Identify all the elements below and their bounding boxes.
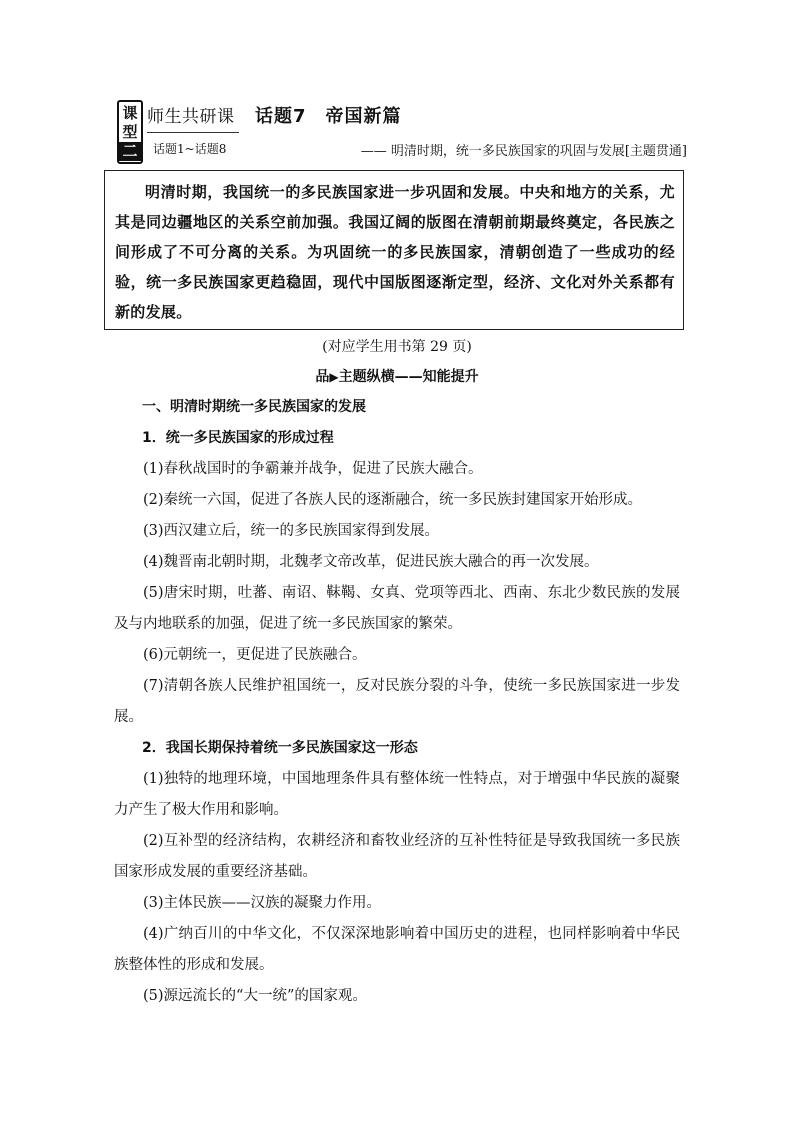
intro-box [104, 170, 684, 330]
content-paragraph: (1)独特的地理环境，中国地理条件具有整体统一性特点，对于增强中华民族的凝聚力产生了极大作用和影响。 [114, 771, 680, 818]
lesson-header [117, 100, 687, 162]
triangle-icon: ▶ [329, 370, 339, 384]
badge-char-1: 课 [122, 103, 138, 122]
content-heading: 一、明清时期统一多民族国家的发展 [142, 399, 366, 415]
badge-char-2: 型 [122, 122, 138, 141]
intro-text: 明清时期，我国统一的多民族国家进一步巩固和发展。中央和地方的关系，尤其是同边疆地区的关系空前加强。我国辽阔的版图在清朝前期最终奠定，各民族之间形成了不可分离的关系。为巩固统一的多民族国家，清朝创造了一些成功的经验，统一多民族国家更趋稳固，现代中国版图逐渐定型，经济、文化对外关系都有新的发展。 [115, 183, 675, 321]
content-paragraph: (3)西汉建立后，统一的多民族国家得到发展。 [143, 523, 440, 539]
badge-char-3: 二 [119, 142, 141, 161]
page-reference: (对应学生用书第 29 页) [322, 339, 472, 355]
content-paragraph: (7)清朝各族人民维护祖国统一，反对民族分裂的斗争，使统一多民族国家进一步发展。 [114, 678, 680, 725]
content-subheading: 1．统一多民族国家的形成过程 [142, 430, 334, 446]
topic-title: 话题7 帝国新篇 [255, 106, 402, 127]
content-paragraph: (4)广纳百川的中华文化，不仅深深地影响着中国历史的进程，也同样影响着中华民族整体性的形成和发展。 [114, 926, 680, 973]
section-heading [0, 366, 794, 386]
content-paragraph: (5)唐宋时期，吐蕃、南诏、靺鞨、女真、党项等西北、西南、东北少数民族的发展及与内地联系的加强，促进了统一多民族国家的繁荣。 [114, 585, 680, 632]
content-paragraph: (1)春秋战国时的争霸兼并战争，促进了民族大融合。 [143, 461, 483, 477]
content-subheading: 2．我国长期保持着统一多民族国家这一形态 [142, 740, 418, 756]
content-paragraph: (6)元朝统一，更促进了民族融合。 [143, 647, 367, 663]
section-heading-prefix: 品 [315, 369, 330, 385]
topic-subtitle: —— 明清时期，统一多民族国家的巩固与发展[主题贯通] [360, 144, 687, 159]
content-paragraph: (3)主体民族——汉族的凝聚力作用。 [143, 895, 382, 911]
content-paragraph: (4)魏晋南北朝时期，北魏孝文帝改革，促进民族大融合的再一次发展。 [143, 554, 599, 570]
section-divider [147, 132, 239, 133]
content-paragraph: (5)源远流长的“大一统”的国家观。 [143, 988, 367, 1004]
content-paragraph: (2)互补型的经济结构，农耕经济和畜牧业经济的互补性特征是导致我国统一多民族国家形成发展的重要经济基础。 [114, 833, 680, 880]
section-subtitle: 话题1~话题8 [153, 142, 227, 156]
section-heading-text: 主题纵横——知能提升 [338, 369, 479, 385]
content-paragraph: (2)秦统一六国，促进了各族人民的逐渐融合，统一多民族封建国家开始形成。 [143, 492, 643, 508]
main-content [114, 392, 680, 1012]
lesson-type-badge [117, 100, 143, 164]
section-label: 师生共研课 [147, 107, 235, 127]
